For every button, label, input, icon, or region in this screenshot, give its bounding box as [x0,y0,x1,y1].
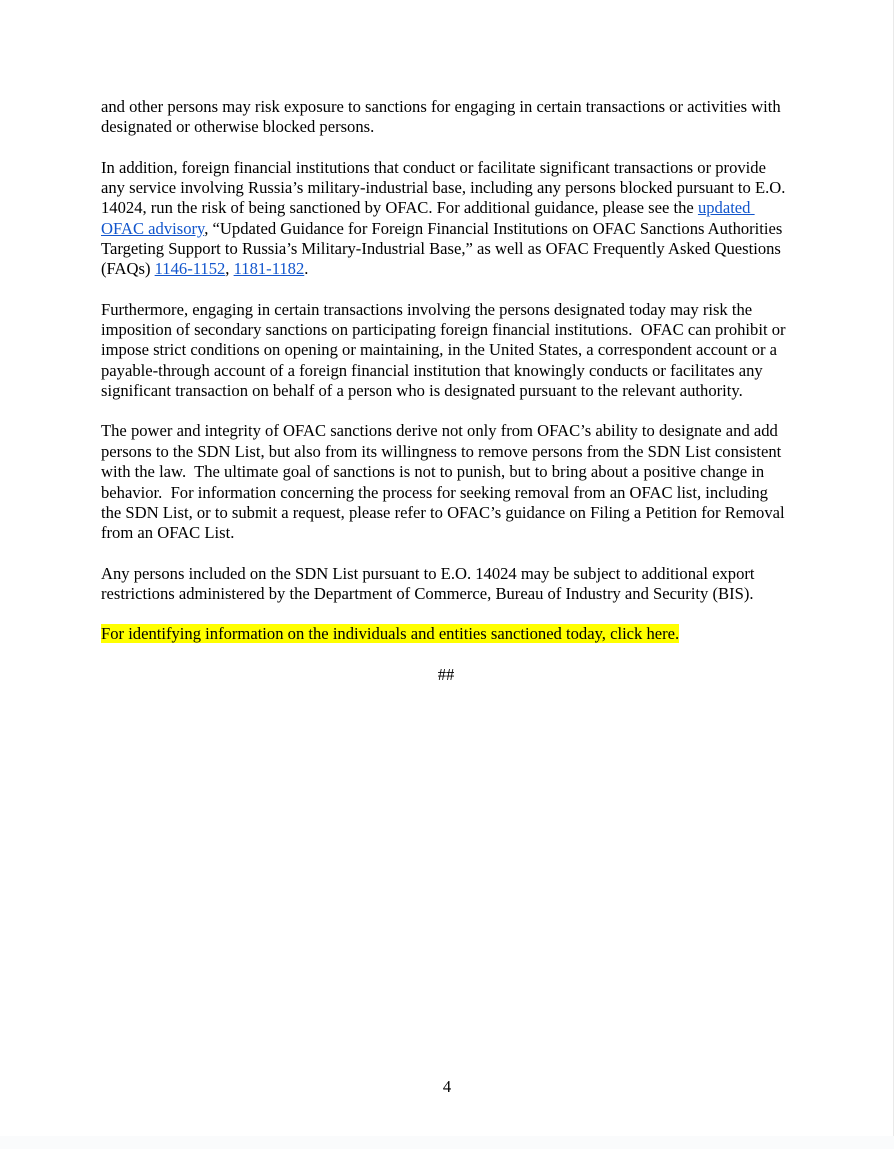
text-segment: , “Updated Guidance for Foreign Financial Institutions on OFAC Sanctions Authorities Targeting Support to Russia’s Military-Industrial Base,” as well as OFAC Frequently Asked Questions (FAQs) [101,218,787,279]
highlight-span [101,624,679,643]
faq-1181-1182-link[interactable]: 1181-1182 [233,259,305,279]
paragraph [101,300,791,402]
document-body [101,97,791,705]
text-segment: Furthermore, engaging in certain transactions involving the persons designated today may risk the imposition of secondary sanctions on participating foreign financial institutions. OFAC can prohibit or impose strict conditions on opening or maintaining, in the United States, a correspondent account or a payable-through account of a foreign financial institution that knowingly conducts or facilitates any significant transaction on behalf of a person who is designated pursuant to the relevant authority. [101,299,790,401]
paragraph [101,158,791,280]
page-bottom-edge [0,1136,894,1149]
highlighted-paragraph [101,624,791,644]
text-segment: Any persons included on the SDN List pursuant to E.O. 14024 may be subject to additional export restrictions administered by the Department of Commerce, Bureau of Industry and Security (BIS). [101,563,759,603]
text-segment: In addition, foreign financial institutions that conduct or facilitate significant transactions or provide any service involving Russia’s military-industrial base, including any persons blocked pursuant to E.O. 14024, run the risk of being sanctioned by OFAC. For additional guidance, please see the [101,157,790,218]
text-segment: . [304,259,309,279]
faq-1146-1152-link[interactable]: 1146-1152 [154,259,226,279]
paragraph [101,564,791,605]
text-segment: The power and integrity of OFAC sanctions derive not only from OFAC’s ability to designate and add persons to the SDN List, but also from its willingness to remove persons from the SDN List consistent with the law. The ultimate goal of sanctions is not to punish, but to bring about a positive change in behavior. For information concerning the process for seeking removal from an OFAC list, including the SDN List, or to submit a request, please refer to OFAC’s guidance on Filing a Petition for Removal from an OFAC List. [101,421,789,543]
text-segment: For identifying information on the individuals and entities sanctioned today, click here. [101,624,680,644]
updated-ofac-advisory-link[interactable]: updated OFAC advisory [101,198,755,238]
paragraph [101,421,791,543]
page-number: 4 [442,1077,452,1096]
text-segment: ## [437,664,455,684]
text-segment: and other persons may risk exposure to sanctions for engaging in certain transactions or activities with designated or otherwise blocked persons. [101,97,785,137]
text-segment: , [225,259,234,279]
paragraph [101,97,791,138]
paragraph [101,665,791,685]
